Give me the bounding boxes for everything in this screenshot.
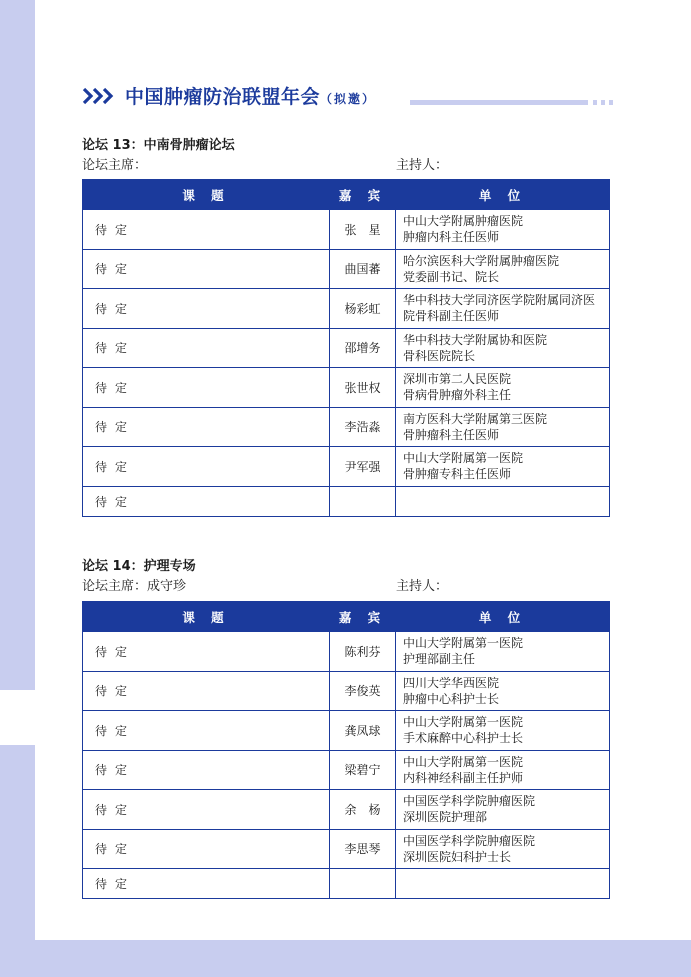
table-row [83, 632, 610, 672]
unit-cell [396, 486, 610, 516]
unit-line-2: 骨科医院院长 [403, 348, 476, 363]
unit-line-2: 肿瘤内科主任医师 [403, 230, 500, 245]
column-header-topic: 课 题 [83, 180, 330, 210]
forum-13-chair: 论坛主席： [82, 158, 148, 173]
topic-cell: 待定 [83, 407, 330, 447]
unit-cell [396, 328, 610, 368]
table-row [83, 711, 610, 751]
column-header-unit: 单 位 [396, 180, 610, 210]
guest-cell: 曲国蕃 [330, 249, 396, 289]
page-header [82, 84, 610, 110]
guest-cell: 李浩淼 [330, 407, 396, 447]
unit-line-1: 南方医科大学附属第三医院 [403, 411, 548, 426]
unit-line-2: 手术麻醉中心科护士长 [403, 731, 524, 746]
table-header-row [83, 180, 610, 210]
topic-cell: 待定 [83, 210, 330, 250]
unit-line-2: 骨肿瘤科主任医师 [403, 427, 500, 442]
unit-cell [396, 829, 610, 869]
unit-line-1: 深圳市第二人民医院 [403, 372, 512, 387]
unit-line-1: 中山大学附属第一医院 [403, 451, 524, 466]
unit-line-1: 中国医学科学院肿瘤医院 [403, 833, 536, 848]
table-row [83, 671, 610, 711]
forum-13-title: 论坛 13：中南骨肿瘤论坛 [82, 138, 235, 153]
guest-cell: 余 杨 [330, 790, 396, 830]
table-row [83, 790, 610, 830]
topic-cell: 待定 [83, 368, 330, 408]
unit-line-2: 骨病骨肿瘤外科主任 [403, 388, 512, 403]
unit-cell [396, 407, 610, 447]
page-title-subtitle: （拟邀） [320, 92, 377, 106]
guest-cell [330, 869, 396, 899]
topic-cell: 待定 [83, 790, 330, 830]
table-row [83, 249, 610, 289]
table-row [83, 486, 610, 516]
unit-cell [396, 632, 610, 672]
guest-cell: 杨彩虹 [330, 289, 396, 329]
bottom-decor-bar [0, 940, 691, 977]
unit-line-1: 华中科技大学同济医学院附属同济医 [403, 293, 596, 308]
unit-line-2: 肿瘤中心科护士长 [403, 691, 500, 706]
triple-chevron-icon [82, 86, 114, 106]
guest-cell: 张 星 [330, 210, 396, 250]
table-row [83, 289, 610, 329]
unit-line-1: 四川大学华西医院 [403, 675, 500, 690]
topic-cell: 待定 [83, 750, 330, 790]
unit-cell [396, 711, 610, 751]
unit-line-2: 深圳医院护理部 [403, 810, 488, 825]
forum-14-chair: 论坛主席：成守珍 [82, 579, 187, 594]
topic-cell: 待定 [83, 869, 330, 899]
table-row [83, 328, 610, 368]
topic-cell: 待定 [83, 289, 330, 329]
unit-line-2: 深圳医院妇科护士长 [403, 849, 512, 864]
unit-line-2: 院骨科副主任医师 [403, 309, 500, 324]
header-divider-line [410, 100, 588, 105]
guest-cell: 张世权 [330, 368, 396, 408]
guest-cell: 李俊英 [330, 671, 396, 711]
table-row [83, 368, 610, 408]
unit-line-1: 华中科技大学附属协和医院 [403, 332, 548, 347]
table-row [83, 407, 610, 447]
unit-cell [396, 368, 610, 408]
page-title [125, 84, 376, 112]
unit-line-2: 骨肿瘤专科主任医师 [403, 467, 512, 482]
forum-13-table [82, 179, 610, 517]
table-header-row [83, 602, 610, 632]
unit-line-1: 中山大学附属第一医院 [403, 754, 524, 769]
topic-cell: 待定 [83, 711, 330, 751]
topic-cell: 待定 [83, 829, 330, 869]
guest-cell: 龚凤球 [330, 711, 396, 751]
table-row [83, 210, 610, 250]
unit-line-1: 哈尔滨医科大学附属肿瘤医院 [403, 253, 560, 268]
unit-cell [396, 671, 610, 711]
guest-cell [330, 486, 396, 516]
forum-14-title: 论坛 14：护理专场 [82, 559, 196, 574]
unit-line-1: 中山大学附属第一医院 [403, 715, 524, 730]
table-row [83, 869, 610, 899]
column-header-unit: 单 位 [396, 602, 610, 632]
guest-cell: 梁碧宁 [330, 750, 396, 790]
topic-cell: 待定 [83, 249, 330, 289]
unit-line-2: 护理部副主任 [403, 652, 476, 667]
left-decor-bar-top [0, 0, 35, 690]
topic-cell: 待定 [83, 486, 330, 516]
guest-cell: 邵增务 [330, 328, 396, 368]
column-header-guest: 嘉 宾 [330, 602, 396, 632]
column-header-topic: 课 题 [83, 602, 330, 632]
forum-14-host: 主持人： [396, 579, 449, 594]
forum-14-table [82, 601, 610, 899]
unit-line-1: 中山大学附属第一医院 [403, 636, 524, 651]
unit-line-2: 内科神经科副主任护师 [403, 770, 524, 785]
unit-cell [396, 447, 610, 487]
guest-cell: 陈利芬 [330, 632, 396, 672]
table-row [83, 447, 610, 487]
forum-13-host: 主持人： [396, 158, 449, 173]
page-title-main: 中国肿瘤防治联盟年会 [125, 86, 321, 108]
header-divider-dots [593, 100, 613, 105]
unit-cell [396, 289, 610, 329]
topic-cell: 待定 [83, 328, 330, 368]
unit-line-1: 中国医学科学院肿瘤医院 [403, 794, 536, 809]
unit-line-1: 中山大学附属肿瘤医院 [403, 214, 524, 229]
unit-cell [396, 790, 610, 830]
column-header-guest: 嘉 宾 [330, 180, 396, 210]
table-row [83, 829, 610, 869]
topic-cell: 待定 [83, 447, 330, 487]
unit-cell [396, 210, 610, 250]
unit-cell [396, 750, 610, 790]
topic-cell: 待定 [83, 671, 330, 711]
table-row [83, 750, 610, 790]
topic-cell: 待定 [83, 632, 330, 672]
guest-cell: 尹军强 [330, 447, 396, 487]
unit-cell [396, 869, 610, 899]
unit-cell [396, 249, 610, 289]
guest-cell: 李思琴 [330, 829, 396, 869]
unit-line-2: 党委副书记、院长 [403, 269, 500, 284]
